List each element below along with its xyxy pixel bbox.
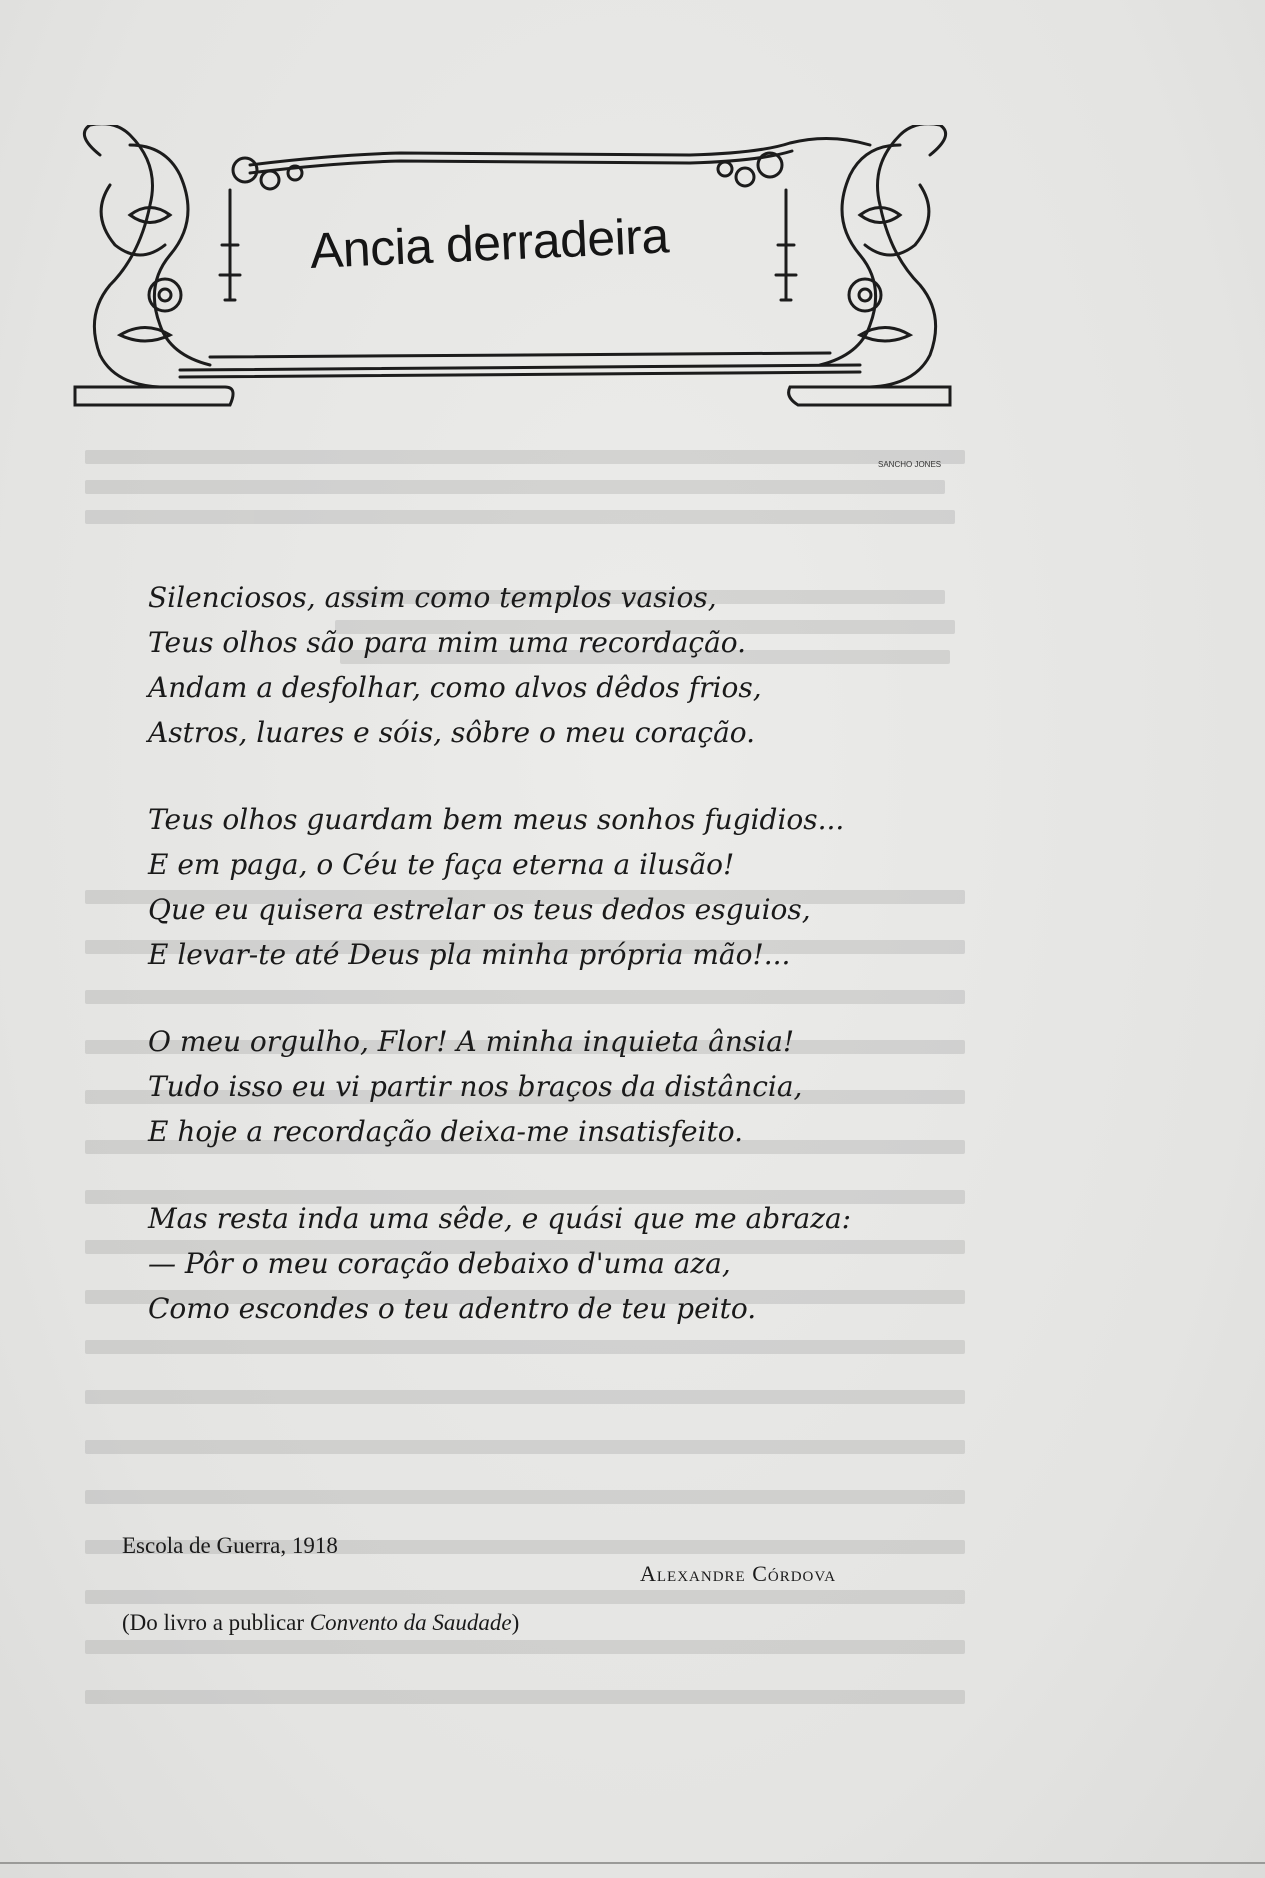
verse-line: E hoje a recordação deixa-me insatisfeito.: [148, 1115, 744, 1148]
verse-line: Mas resta inda uma sêde, e quási que me abraza:: [148, 1202, 852, 1235]
verse-line: O meu orgulho, Flor! A minha inquieta ânsia!: [148, 1025, 795, 1058]
page-edge-rule: [0, 1862, 1265, 1864]
stanza-4: [148, 1196, 968, 1331]
verse-line: Tudo isso eu vi partir nos braços da distância,: [148, 1070, 803, 1103]
ornament-artist-signature: SANCHO JONES: [878, 460, 942, 469]
author-name: Alexandre Córdova: [640, 1561, 837, 1586]
verse-line: E levar-te até Deus pla minha própria mão!...: [148, 938, 791, 971]
verse-line: Que eu quisera estrelar os teus dedos esguios,: [148, 893, 811, 926]
poem-title: Ancia derradeira: [308, 207, 670, 279]
verse-line: E em paga, o Céu te faça eterna a ilusão!: [148, 848, 735, 881]
verse-line: Andam a desfolhar, como alvos dêdos frios,: [148, 671, 762, 704]
place-date: Escola de Guerra, 1918: [122, 1533, 338, 1558]
verse-line: Como escondes o teu adentro de teu peito.: [148, 1292, 757, 1325]
stanza-2: [148, 797, 968, 977]
verse-line: Astros, luares e sóis, sôbre o meu coração.: [148, 716, 756, 749]
verse-line: Teus olhos são para mim uma recordação.: [148, 626, 747, 659]
book-title: Convento da Saudade: [309, 1610, 512, 1635]
verse-line: Teus olhos guardam bem meus sonhos fugidios...: [148, 803, 845, 836]
poem-body: [148, 575, 968, 1373]
stanza-1: [148, 575, 968, 755]
stanza-3: [148, 1019, 968, 1154]
note-suffix: ): [511, 1610, 520, 1635]
publication-note: [122, 1610, 519, 1636]
verse-line: Silenciosos, assim como templos vasios,: [148, 581, 717, 614]
note-prefix: (Do livro a publicar: [122, 1610, 310, 1635]
verse-line: — Pôr o meu coração debaixo d'uma aza,: [148, 1247, 731, 1280]
